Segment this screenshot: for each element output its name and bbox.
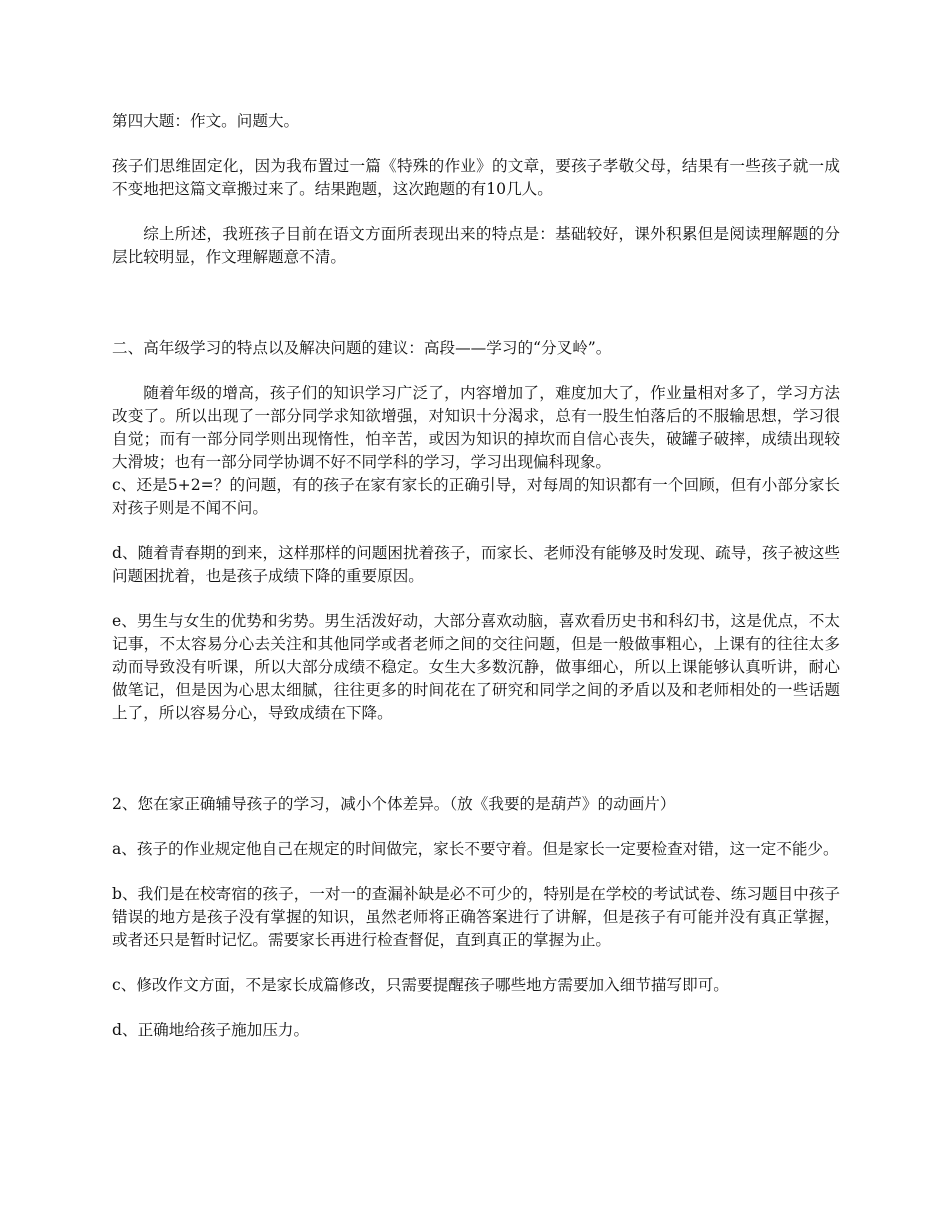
paragraph-off-topic: 孩子们思维固定化，因为我布置过一篇《特殊的作业》的文章，要孩子孝敬父母，结果有一些孩子就一成不变地把这篇文章搬过来了。结果跑题，这次跑题的有10几人。 (112, 157, 840, 198)
list-item-e-gender: e、男生与女生的优势和劣势。男生活泼好动，大部分喜欢动脑，喜欢看历史书和科幻书，这是优点，不太记事，不太容易分心去关注和其他同学或者老师之间的交往问题，但是一般做事粗心，上课有的往往太多动而导致没有听课，所以大部分成绩不稳定。女生大多数沉静，做事细心，所以上课能够认真听讲，耐心做笔记，但是因为心思太细腻，往往更多的时间花在了研究和同学之间的矛盾以及和老师相处的一些话题上了，所以容易分心，导致成绩在下降。 (112, 612, 840, 722)
list-item-d-adolescence: d、随着青春期的到来，这样那样的问题困扰着孩子，而家长、老师没有能够及时发现、疏导，孩子被这些问题困扰着，也是孩子成绩下降的重要原因。 (112, 544, 840, 585)
section-heading-two: 二、高年级学习的特点以及解决问题的建议：高段——学习的“分叉岭”。 (112, 339, 612, 357)
list-item-c-weekend: c、还是5+2=？的问题，有的孩子在家有家长的正确引导，对每周的知识都有一个回顾，但有小部分家长对孩子则是不闻不问。 (112, 476, 840, 517)
list-item-a-homework: a、孩子的作业规定他自己在规定的时间做完，家长不要守着。但是家长一定要检查对错，这一定不能少。 (112, 840, 839, 858)
list-item-d-pressure: d、正确地给孩子施加压力。 (112, 1021, 310, 1039)
document-page (112, 110, 840, 1042)
paragraph-grade-growth: 随着年级的增高，孩子们的知识学习广泛了，内容增加了，难度加大了，作业量相对多了，学习方法改变了。所以出现了一部分同学求知欲增强，对知识十分渴求，总有一股生怕落后的不服输思想，学习很自觉；而有一部分同学则出现惰性，怕辛苦，或因为知识的掉坎而自信心丧失，破罐子破摔，成绩出现较大滑坡；也有一部分同学协调不好不同学科的学习，学习出现偏科现象。 (112, 384, 840, 471)
paragraph-summary: 综上所述，我班孩子目前在语文方面所表现出来的特点是：基础较好，课外积累但是阅读理解题的分层比较明显，作文理解题意不清。 (112, 225, 840, 266)
heading-essay-question: 第四大题：作文。问题大。 (112, 112, 300, 130)
list-item-b-boarding: b、我们是在校寄宿的孩子，一对一的查漏补缺是必不可少的，特别是在学校的考试试卷、练习题目中孩子错误的地方是孩子没有掌握的知识，虽然老师将正确答案进行了讲解，但是孩子有可能并没有真正掌握，或者还只是暂时记忆。需要家长再进行检查督促，直到真正的掌握为止。 (112, 885, 840, 949)
section-heading-home-tutoring: 2、您在家正确辅导孩子的学习，减小个体差异。（放《我要的是葫芦》的动画片） (112, 795, 676, 813)
list-item-c-essay: c、修改作文方面，不是家长成篇修改，只需要提醒孩子哪些地方需要加入细节描写即可。 (112, 976, 729, 994)
